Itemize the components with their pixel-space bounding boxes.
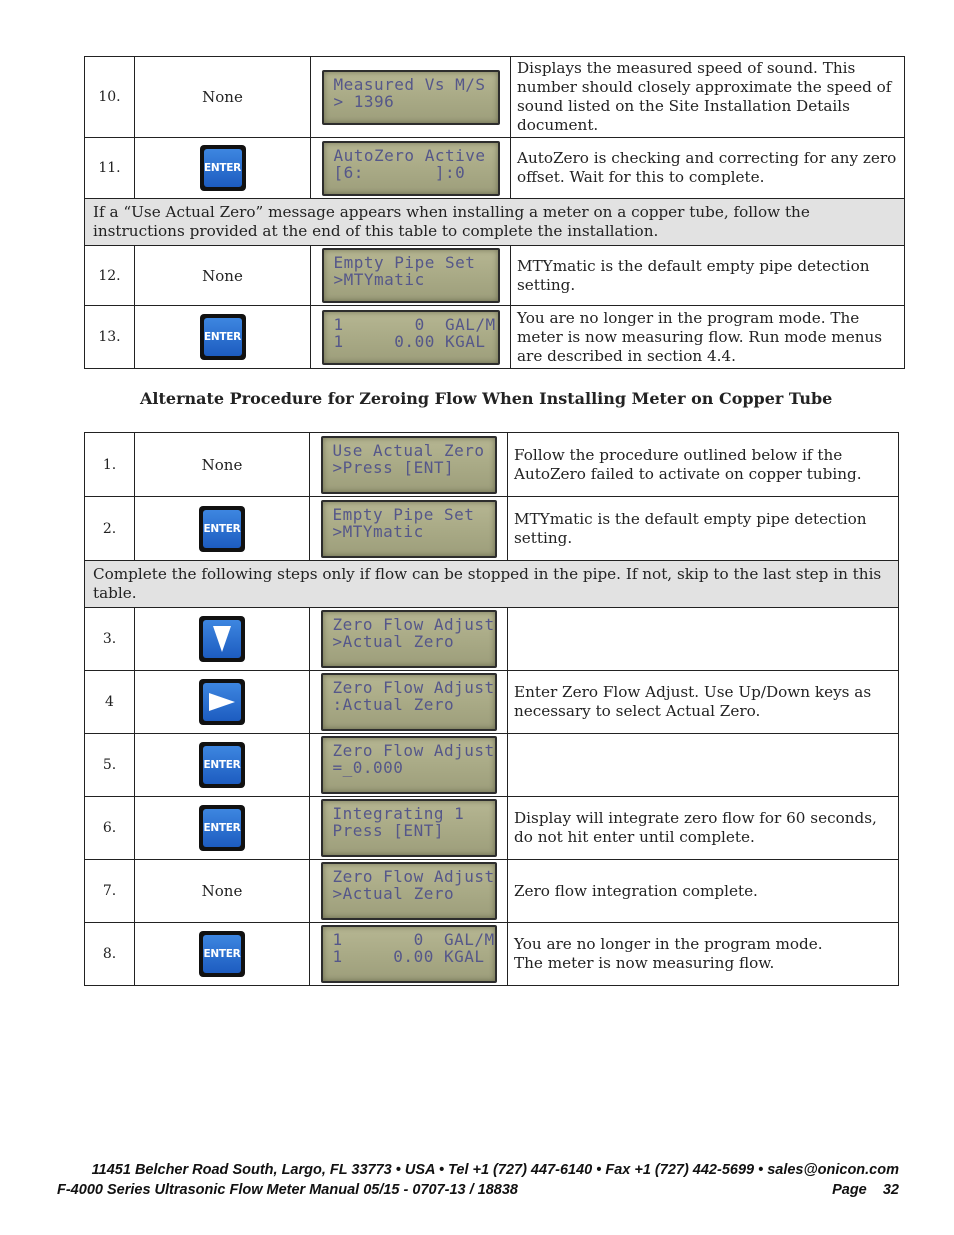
note-text: If a “Use Actual Zero” message appears when installing a meter on a copper tube, follow the instructions provided at the end of this table to complete the installation. [85,199,905,246]
enter-key-label: ENTER [203,809,241,847]
enter-key-label: ENTER [204,318,242,356]
table-row [85,497,899,561]
lcd-line-1: Zero Flow Adjust [332,741,495,760]
key-cell [135,923,310,986]
table-row [85,797,899,860]
lcd-display [321,925,497,983]
enter-key-icon [199,805,245,851]
note-row [85,199,905,246]
key-none: None [135,57,311,138]
lcd-line-2: [6: ]:0 [333,162,466,182]
lcd-display-cell [310,860,508,923]
footer-address: 11451 Belcher Road South, Largo, FL 33773 • USA • Tel +1 (727) 447-6140 • Fax +1 (727) 442-5699 • sales@onicon.com [91,1162,899,1178]
table-row [85,433,899,497]
right-arrow-key-icon [199,679,245,725]
key-cell [135,734,310,797]
lcd-line-1: Integrating 1 [332,804,465,823]
lcd-line-1: Use Actual Zero [332,440,485,460]
step-number: 13. [85,306,135,369]
lcd-display [321,500,497,558]
step-description: MTYmatic is the default empty pipe detection setting. [511,246,905,306]
step-number: 4 [85,671,135,734]
key-none: None [135,860,310,923]
table-row [85,734,899,797]
step-number: 10. [85,57,135,138]
lcd-line-2: >MTYmatic [333,270,425,289]
procedure-table-2 [84,432,899,986]
lcd-display [321,736,497,794]
down-arrow-key-icon [199,616,245,662]
key-none: None [135,433,310,497]
lcd-line-2: 1 0.00 KGAL [333,331,486,351]
step-description [508,608,899,671]
lcd-line-1: 1 0 GAL/M [332,930,495,949]
lcd-line-1: Empty Pipe Set [333,253,476,272]
lcd-line-2: =_0.000 [332,758,404,777]
enter-key-label: ENTER [203,510,241,548]
lcd-line-2: >Actual Zero [332,632,455,651]
step-number: 5. [85,734,135,797]
key-cell [135,497,310,561]
footer-manual-info [57,1182,899,1198]
table-row [85,671,899,734]
section-heading: Alternate Procedure for Zeroing Flow When Installing Meter on Copper Tube [140,389,833,408]
down-arrow-icon [211,624,233,654]
lcd-display [321,436,497,494]
key-cell [135,608,310,671]
lcd-display [321,610,497,668]
lcd-line-1: 1 0 GAL/M [333,314,496,334]
lcd-line-1: Zero Flow Adjust [332,615,495,634]
step-number: 6. [85,797,135,860]
step-description: Enter Zero Flow Adjust. Use Up/Down keys as necessary to select Actual Zero. [508,671,899,734]
lcd-line-2: > 1396 [333,91,395,111]
procedure-table-1 [84,56,905,369]
lcd-display [322,310,500,365]
lcd-line-1: Zero Flow Adjust [332,867,495,886]
step-description: MTYmatic is the default empty pipe detection setting. [508,497,899,561]
lcd-display-cell [310,433,508,497]
step-number: 3. [85,608,135,671]
lcd-line-2: 1 0.00 KGAL [332,947,485,966]
table-row [85,923,899,986]
step-description: Displays the measured speed of sound. This number should closely approximate the speed of sound listed on the Site Installation Details document. [511,57,905,138]
step-number: 8. [85,923,135,986]
key-none: None [135,246,311,306]
step-description: Follow the procedure outlined below if the AutoZero failed to activate on copper tubing. [508,433,899,497]
lcd-display [322,248,500,303]
lcd-line-2: :Actual Zero [332,695,455,714]
table-row [85,246,905,306]
lcd-line-2: Press [ENT] [332,821,444,840]
step-number: 2. [85,497,135,561]
page-number: Page 32 [832,1182,899,1198]
step-number: 7. [85,860,135,923]
note-row [85,561,899,608]
lcd-display-cell [310,497,508,561]
lcd-display-cell [311,138,511,199]
lcd-line-2: >Press [ENT] [332,457,455,477]
step-description: Display will integrate zero flow for 60 seconds, do not hit enter until complete. [508,797,899,860]
lcd-line-1: AutoZero Active [333,145,486,165]
table-row [85,608,899,671]
lcd-display-cell [310,608,508,671]
enter-key-label: ENTER [203,935,241,973]
lcd-display [322,141,500,196]
step-description: AutoZero is checking and correcting for any zero offset. Wait for this to complete. [511,138,905,199]
lcd-display [321,673,497,731]
enter-key-icon [199,506,245,552]
step-description: You are no longer in the program mode. The meter is now measuring flow. [508,923,899,986]
enter-key-icon [200,314,246,360]
footer-manual-title: F-4000 Series Ultrasonic Flow Meter Manual 05/15 - 0707-13 / 18838 [57,1182,518,1198]
enter-key-icon [200,145,246,191]
step-description: You are no longer in the program mode. The meter is now measuring flow. Run mode menus are described in section 4.4. [511,306,905,369]
table-row [85,306,905,369]
enter-key-icon [199,931,245,977]
enter-key-icon [199,742,245,788]
lcd-display-cell [311,306,511,369]
lcd-display-cell [310,923,508,986]
lcd-display-cell [310,671,508,734]
table-row [85,57,905,138]
lcd-display-cell [310,797,508,860]
lcd-display [321,862,497,920]
step-number: 11. [85,138,135,199]
lcd-display [322,70,500,125]
lcd-display-cell [310,734,508,797]
step-number: 12. [85,246,135,306]
note-text: Complete the following steps only if flow can be stopped in the pipe. If not, skip to the last step in this table. [85,561,899,608]
table-row [85,860,899,923]
key-cell [135,671,310,734]
step-number: 1. [85,433,135,497]
lcd-line-1: Empty Pipe Set [332,504,475,524]
key-cell [135,797,310,860]
right-arrow-icon [207,691,237,713]
step-description [508,734,899,797]
lcd-display-cell [311,246,511,306]
lcd-line-1: Measured Vs M/S [333,74,486,94]
enter-key-label: ENTER [203,746,241,784]
lcd-display [321,799,497,857]
lcd-display-cell [311,57,511,138]
lcd-line-2: >Actual Zero [332,884,455,903]
key-cell [135,138,311,199]
lcd-line-1: Zero Flow Adjust [332,678,495,697]
step-description: Zero flow integration complete. [508,860,899,923]
table-row [85,138,905,199]
lcd-line-2: >MTYmatic [332,521,424,541]
enter-key-label: ENTER [204,149,242,187]
key-cell [135,306,311,369]
